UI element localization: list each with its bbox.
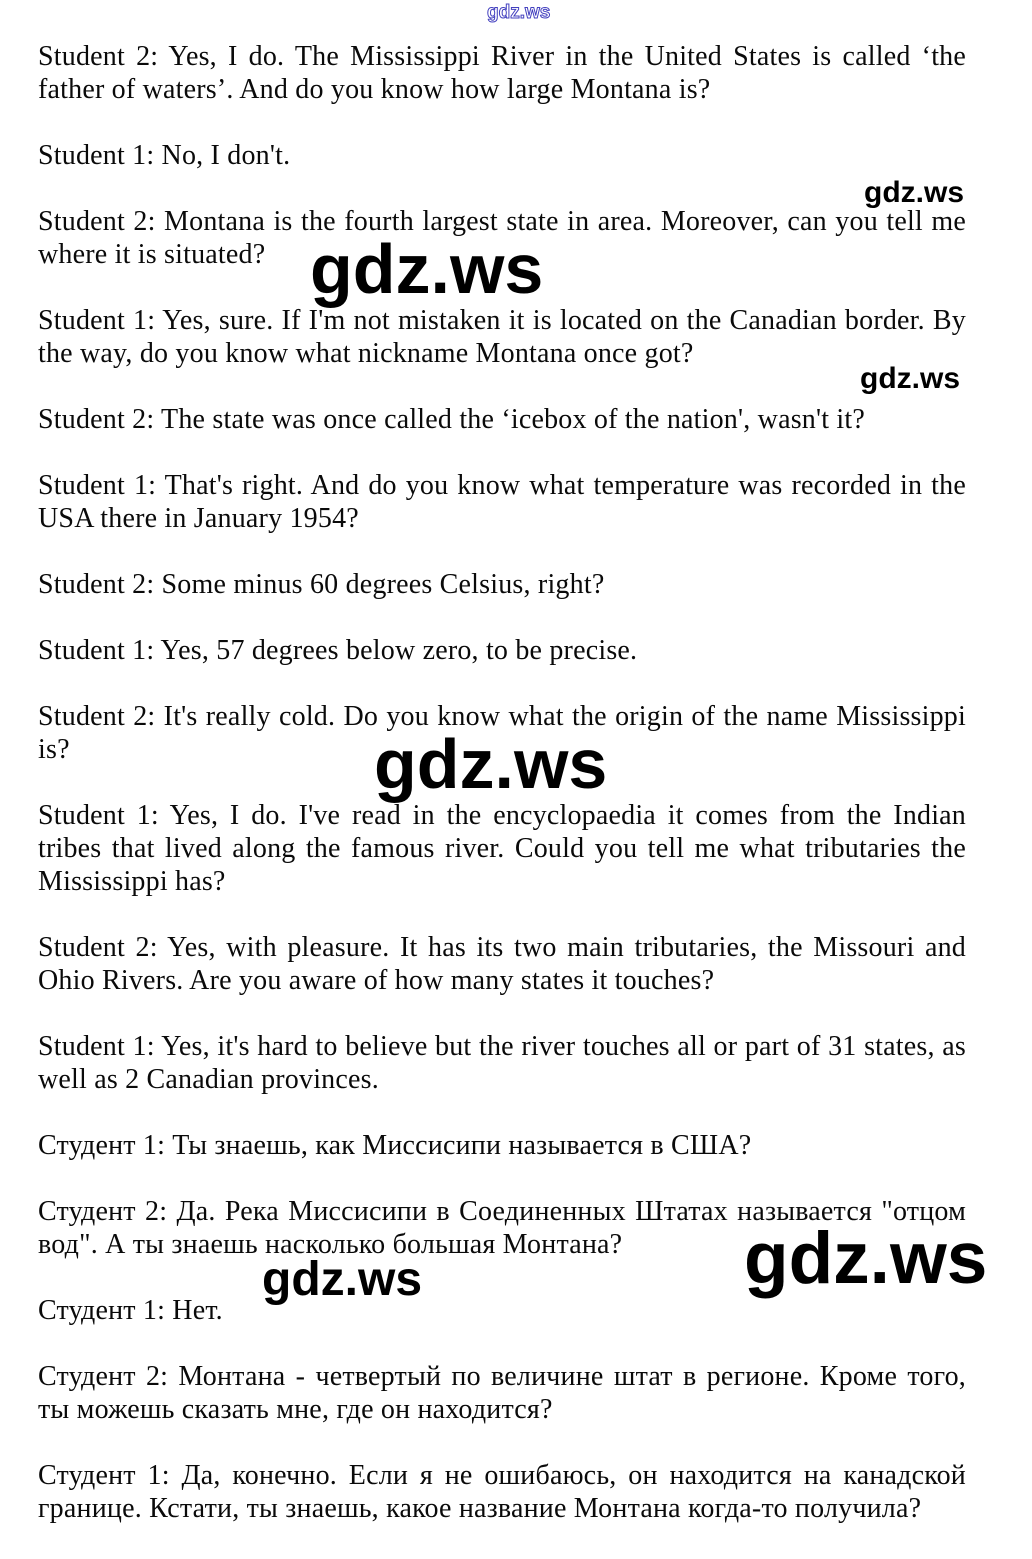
dialogue-paragraph: Student 1: Yes, 57 degrees below zero, to be precise. <box>38 635 638 666</box>
dialogue-paragraph: Student 1: No, I don't. <box>38 140 291 171</box>
dialogue-paragraph: Student 2: Yes, I do. The Mississippi River in the United States is called ‘the father of waters’. And do you know how large Montana is? <box>38 41 966 105</box>
dialogue-paragraph: Student 1: Yes, it's hard to believe but the river touches all or part of 31 states, as well as 2 Canadian provinces. <box>38 1031 966 1095</box>
dialogue-paragraph: Student 2: It's really cold. Do you know what the origin of the name Mississippi is? <box>38 701 966 765</box>
gdz-watermark-top: gdz.ws <box>487 2 551 23</box>
dialogue-paragraph-russian: Студент 2: Монтана - четвертый по величине штат в регионе. Кроме того, ты можешь сказать мне, где он находится? <box>38 1361 966 1425</box>
dialogue-paragraph-russian: Студент 1: Да, конечно. Если я не ошибаюсь, он находится на канадской границе. Кстати, ты знаешь, какое название Монтана когда-то получила? <box>38 1460 966 1524</box>
dialogue-paragraph-russian: Студент 1: Ты знаешь, как Миссисипи называется в США? <box>38 1130 752 1161</box>
gdz-watermark-large-1: gdz.ws <box>310 230 544 308</box>
gdz-watermark-right-2: gdz.ws <box>860 362 961 395</box>
gdz-watermark-medium-1: gdz.ws <box>262 1253 423 1306</box>
dialogue-paragraph: Student 2: The state was once called the ‘icebox of the nation', wasn't it? <box>38 404 865 435</box>
dialogue-paragraph-russian: Студент 1: Нет. <box>38 1295 223 1326</box>
dialogue-paragraph: Student 2: Some minus 60 degrees Celsius, right? <box>38 569 605 600</box>
dialogue-paragraph: Student 1: Yes, sure. If I'm not mistaken it is located on the Canadian border. By the way, do you know what nickname Montana once got? <box>38 305 966 369</box>
dialogue-paragraph: Student 2: Yes, with pleasure. It has its two main tributaries, the Missouri and Ohio Rivers. Are you aware of how many states it touches? <box>38 932 966 996</box>
gdz-watermark-large-3: gdz.ws <box>744 1218 988 1299</box>
gdz-watermark-large-2: gdz.ws <box>374 725 608 803</box>
dialogue-paragraph: Student 2: Montana is the fourth largest state in area. Moreover, can you tell me where it is situated? <box>38 206 966 270</box>
gdz-watermark-right-1: gdz.ws <box>864 176 965 209</box>
dialogue-paragraph: Student 1: That's right. And do you know what temperature was recorded in the USA there in January 1954? <box>38 470 966 534</box>
dialogue-paragraph: Student 1: Yes, I do. I've read in the encyclopaedia it comes from the Indian tribes that lived along the famous river. Could you tell me what tributaries the Mississippi has? <box>38 800 966 897</box>
dialogue-paragraph-russian: Студент 2: Да. Река Миссисипи в Соединенных Штатах называется "отцом вод". А ты знаешь насколько большая Монтана? <box>38 1196 966 1260</box>
